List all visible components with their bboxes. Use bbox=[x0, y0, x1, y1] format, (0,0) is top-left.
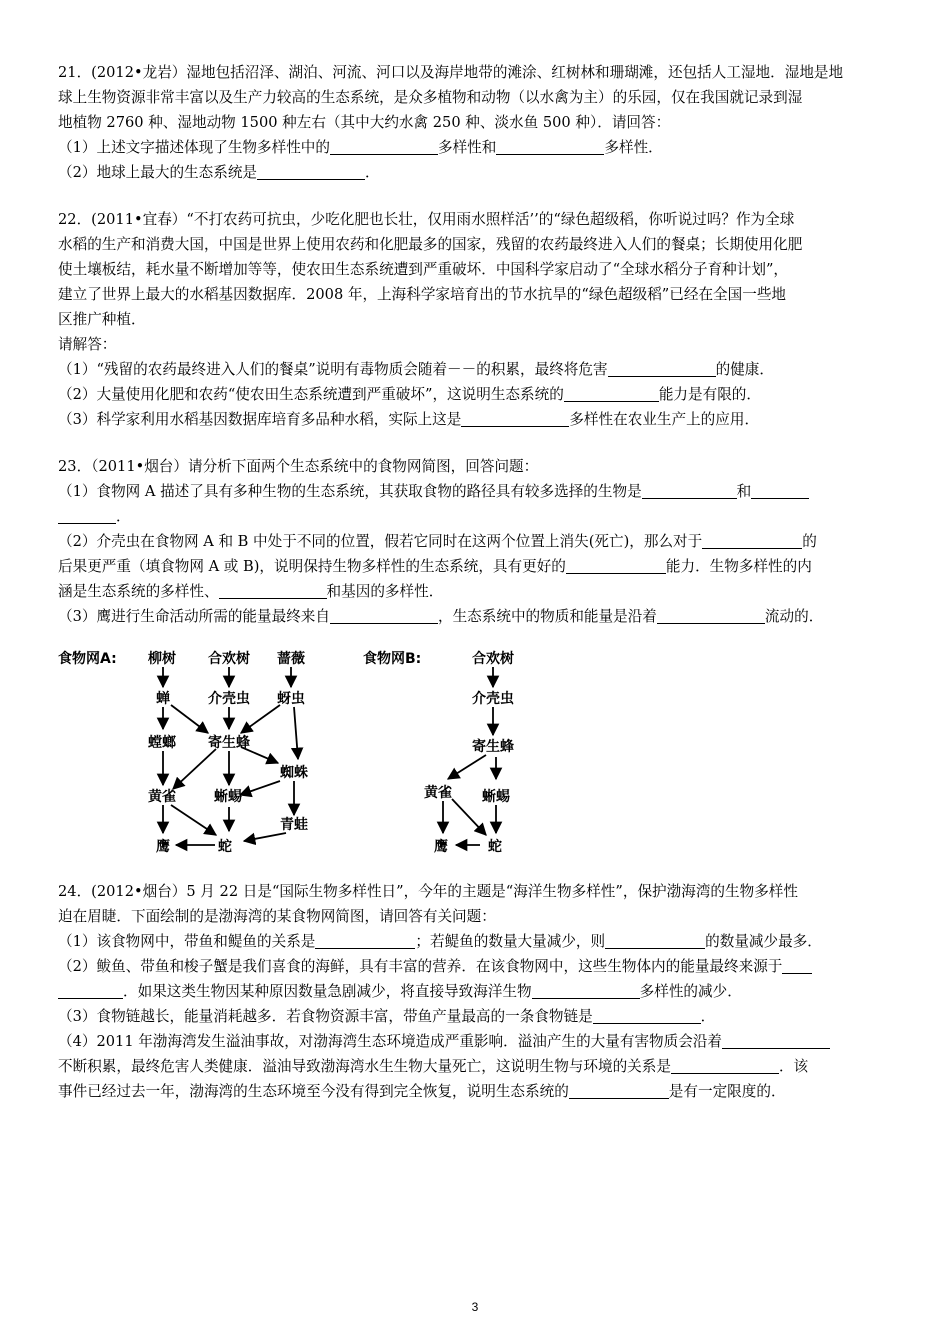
web-a-title: 食物网A: bbox=[58, 651, 117, 667]
q21-sub2: （2）地球上最大的生态系统是 ． bbox=[58, 164, 380, 181]
q23-line: 23．（2011•烟台）请分析下面两个生态系统中的食物网简图，回答问题： bbox=[58, 458, 539, 475]
question-21 bbox=[58, 60, 894, 185]
q24-sub2-cont: ．如果这类生物因某种原因数量急剧减少，将直接导致海洋生物 多样性的减少． bbox=[58, 979, 894, 1004]
q24-sub4-cont2: 事件已经过去一年，渤海湾的生态环境至今没有得到完全恢复，说明生态系统的 是有一定限度的． bbox=[58, 1083, 786, 1100]
page-number: 3 bbox=[471, 1300, 479, 1314]
q24-sub3: （3）食物链越长，能量消耗越多．若食物资源丰富，带鱼产量最高的一条食物链是 ． bbox=[58, 1008, 716, 1025]
org-qingwa: 青蛙 bbox=[280, 817, 308, 833]
q24-sub1: （1）该食物网中，带鱼和鳀鱼的关系是 ；若鳀鱼的数量大量减少，则 的数量减少最多． bbox=[58, 933, 822, 950]
org-tanglang: 螳螂 bbox=[148, 735, 176, 751]
q23-sub2: （2）介壳虫在食物网 A 和 B 中处于不同的位置，假若它同时在这两个位置上消失(死亡)，那么对于 的 bbox=[58, 533, 817, 550]
answer-blank[interactable] bbox=[461, 410, 569, 427]
q22-line: 建立了世界上最大的水稻基因数据库．2008 年，上海科学家培育出的节水抗旱的“绿色超级稻”已经在全国一些地 bbox=[58, 286, 787, 303]
answer-blank[interactable] bbox=[593, 1007, 701, 1024]
answer-blank[interactable] bbox=[566, 557, 666, 574]
answer-blank[interactable] bbox=[496, 138, 604, 155]
org-chan: 蝉 bbox=[156, 691, 170, 707]
org-qiangwei: 蔷薇 bbox=[277, 651, 305, 667]
answer-blank[interactable] bbox=[671, 1057, 779, 1074]
answer-blank[interactable] bbox=[605, 932, 705, 949]
org-hehuanshu: 合欢树 bbox=[208, 651, 250, 667]
answer-blank[interactable] bbox=[257, 163, 365, 180]
answer-blank[interactable] bbox=[330, 138, 438, 155]
answer-blank[interactable] bbox=[330, 607, 438, 624]
q23-sub1: （1）食物网 A 描述了具有多种生物的生态系统，其获取食物的路径具有较多选择的生物是 和 bbox=[58, 479, 894, 504]
org-jieke: 介壳虫 bbox=[208, 691, 250, 707]
org-she: 蛇 bbox=[218, 839, 232, 855]
worksheet-page bbox=[58, 60, 894, 1104]
q24-sub4-cont: 不断积累，最终危害人类健康．溢油导致渤海湾水生生物大量死亡，这说明生物与环境的关系是 ．该 bbox=[58, 1058, 809, 1075]
q22-sub3: （3）科学家利用水稻基因数据库培育多品种水稻，实际上这是 多样性在农业生产上的应用． bbox=[58, 411, 760, 428]
q23-sub1-cont: ． bbox=[58, 504, 894, 529]
org-jishengfeng: 寄生蜂 bbox=[208, 735, 250, 751]
org-ying: 鹰 bbox=[156, 839, 170, 855]
answer-blank[interactable] bbox=[722, 1032, 830, 1049]
org-b-huangque: 黄雀 bbox=[424, 785, 452, 801]
answer-blank[interactable] bbox=[782, 957, 812, 974]
org-b-xiyi: 蜥蜴 bbox=[482, 789, 510, 805]
q24-line: 24．(2012•烟台）5 月 22 日是“国际生物多样性日”，今年的主题是“海洋生物多样性”，保护渤海湾的生物多样性 bbox=[58, 883, 798, 900]
answer-blank[interactable] bbox=[58, 982, 123, 999]
q22-prompt: 请解答： bbox=[58, 336, 117, 353]
q24-line: 迫在眉睫．下面绘制的是渤海湾的某食物网简图，请回答有关问题： bbox=[58, 908, 496, 925]
org-b-ying: 鹰 bbox=[434, 839, 448, 855]
q21-sub1: （1）上述文字描述体现了生物多样性中的 多样性和 多样性． bbox=[58, 139, 663, 156]
q21-line: 21．(2012•龙岩）湿地包括沼泽、湖泊、河流、河口以及海岸地带的滩涂、红树林和珊瑚滩，还包括人工湿地．湿地是地 bbox=[58, 64, 844, 81]
question-24 bbox=[58, 879, 894, 1104]
answer-blank[interactable] bbox=[569, 1082, 669, 1099]
food-web-figures bbox=[58, 639, 894, 879]
org-zhizhu: 蜘蛛 bbox=[280, 765, 308, 781]
q23-sub3: （3）鹰进行生命活动所需的能量最终来自 ，生态系统中的物质和能量是沿着 流动的． bbox=[58, 608, 824, 625]
answer-blank[interactable] bbox=[532, 982, 640, 999]
q24-sub4: （4）2011 年渤海湾发生溢油事故，对渤海湾生态环境造成严重影响．溢油产生的大量有害物质会沿着 bbox=[58, 1029, 894, 1054]
org-b-she: 蛇 bbox=[488, 839, 502, 855]
q21-line: 地植物 2760 种、湿地动物 1500 种左右（其中大约水禽 250 种、淡水鱼 500 种）．请回答： bbox=[58, 114, 671, 131]
web-b-title: 食物网B: bbox=[363, 651, 422, 667]
org-b-jieke: 介壳虫 bbox=[472, 691, 514, 707]
answer-blank[interactable] bbox=[642, 482, 737, 499]
org-yachong: 蚜虫 bbox=[277, 691, 305, 707]
q24-sub2: （2）鲅鱼、带鱼和梭子蟹是我们喜食的海鲜，具有丰富的营养．在该食物网中，这些生物体内的能量最终来源于 bbox=[58, 954, 894, 979]
q21-line: 球上生物资源非常丰富以及生产力较高的生态系统，是众多植物和动物（以水禽为主）的乐园，仅在我国就记录到湿 bbox=[58, 89, 803, 106]
q22-sub2: （2）大量使用化肥和农药“使农田生态系统遭到严重破坏”，这说明生态系统的 能力是有限的． bbox=[58, 386, 761, 403]
food-web-diagram bbox=[58, 639, 894, 879]
answer-blank[interactable] bbox=[564, 385, 659, 402]
org-b-jishengfeng: 寄生蜂 bbox=[472, 739, 514, 755]
answer-blank[interactable] bbox=[58, 507, 116, 524]
q23-sub2-cont: 后果更严重（填食物网 A 或 B)，说明保持生物多样性的生态系统，具有更好的 能力．生物多样性的内 bbox=[58, 558, 812, 575]
org-b-hehuanshu: 合欢树 bbox=[472, 651, 514, 667]
q22-line: 水稻的生产和消费大国，中国是世界上使用农药和化肥最多的国家，残留的农药最终进入人们的餐桌；长期使用化肥 bbox=[58, 236, 803, 253]
q23-sub2-cont2: 涵是生态系统的多样性、 和基因的多样性． bbox=[58, 583, 444, 600]
org-liushu: 柳树 bbox=[148, 651, 176, 667]
answer-blank[interactable] bbox=[751, 482, 809, 499]
answer-blank[interactable] bbox=[315, 932, 415, 949]
answer-blank[interactable] bbox=[657, 607, 765, 624]
answer-blank[interactable] bbox=[608, 360, 716, 377]
question-22 bbox=[58, 207, 894, 432]
q22-line: 区推广种植． bbox=[58, 311, 146, 328]
question-23 bbox=[58, 454, 894, 629]
org-xiyi: 蜥蜴 bbox=[214, 789, 242, 805]
answer-blank[interactable] bbox=[219, 582, 327, 599]
q22-sub1: （1）“残留的农药最终进入人们的餐桌”说明有毒物质会随着－－的积累，最终将危害 的健康． bbox=[58, 361, 774, 378]
org-huangque: 黄雀 bbox=[148, 789, 176, 805]
q22-line: 22．(2011•宜春）“不打农药可抗虫，少吃化肥也长壮，仅用雨水照样活’’的“绿色超级稻，你听说过吗？作为全球 bbox=[58, 211, 795, 228]
answer-blank[interactable] bbox=[702, 532, 802, 549]
q22-line: 使土壤板结，耗水量不断增加等等，使农田生态系统遭到严重破坏．中国科学家启动了“全球水稻分子育种计划”， bbox=[58, 261, 789, 278]
